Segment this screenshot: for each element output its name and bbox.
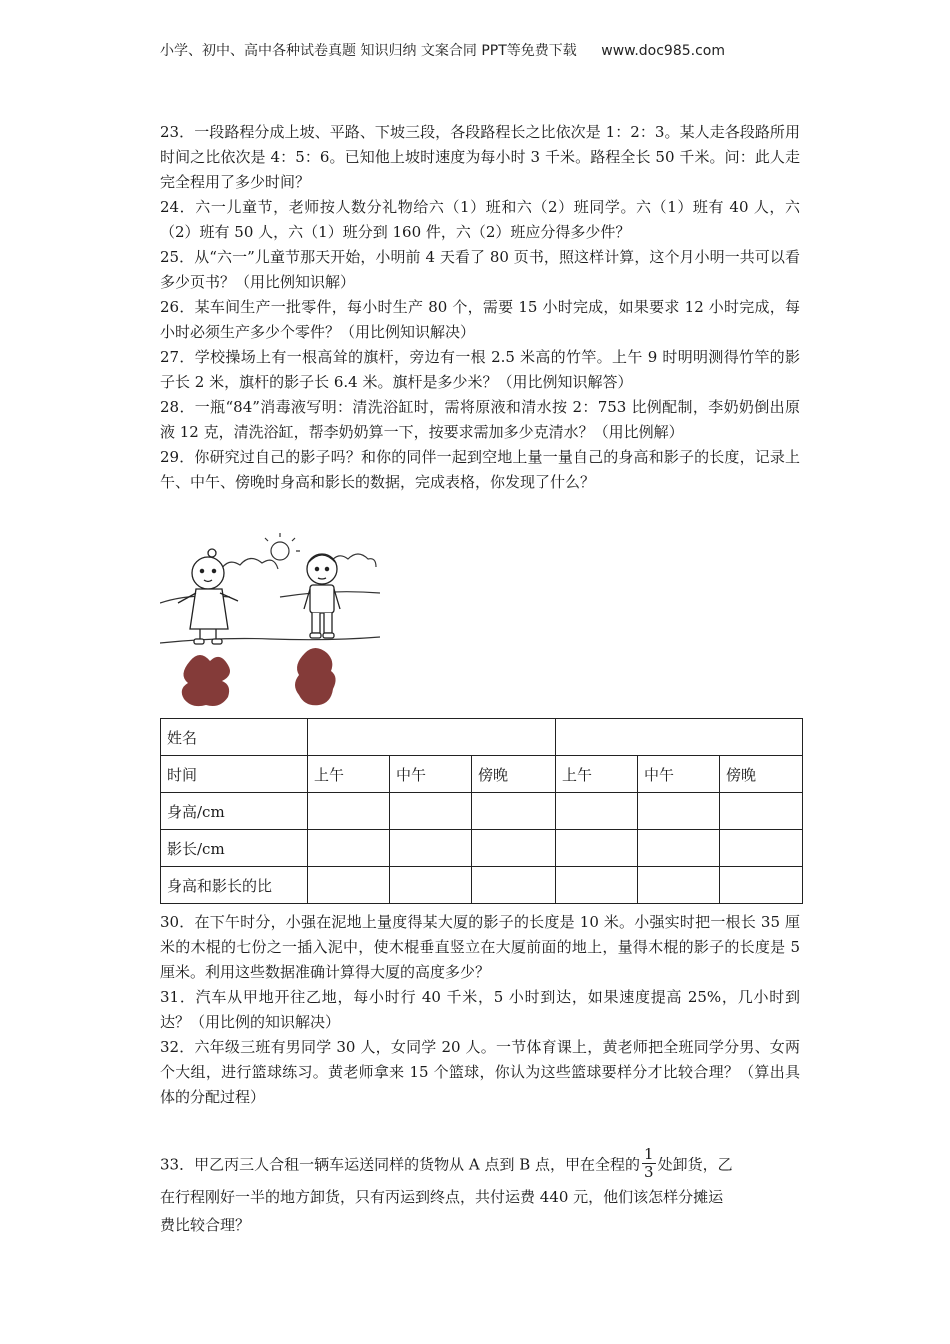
header-text: 小学、初中、高中各种试卷真题 知识归纳 文案合同 PPT等免费下载 <box>160 43 577 59</box>
table-row <box>161 793 803 830</box>
label-ratio: 身高和影长的比 <box>161 867 308 904</box>
question-26: 26．某车间生产一批零件，每小时生产 80 个，需要 15 小时完成，如果要求 12 小时完成，每小时必须生产多少个零件？（用比例知识解决） <box>160 298 800 341</box>
question-32: 32．六年级三班有男同学 30 人，女同学 20 人。一节体育课上，黄老师把全班同学分男、女两个大组，进行篮球练习。黄老师拿来 15 个篮球，你认为这些篮球要样分才比较合理？（算出具体的分配过程） <box>160 1038 800 1106</box>
table-row <box>161 756 803 793</box>
blank-cell <box>638 793 720 830</box>
time-cell: 傍晚 <box>472 756 556 793</box>
girl-shadow <box>182 655 230 706</box>
question-27: 27．学校操场上有一根高耸的旗杆，旁边有一根 2.5 米高的竹竿。上午 9 时明明测得竹竿的影子长 2 米，旗杆的影子长 6.4 米。旗杆是多少米？（用比例知识解答） <box>160 348 800 391</box>
blank-cell <box>638 867 720 904</box>
sun-icon <box>271 542 289 560</box>
question-33-part1: 33．甲乙丙三人合租一辆车运送同样的货物从 A 点到 B 点，甲在全程的 <box>160 1155 641 1174</box>
question-24: 24．六一儿童节，老师按人数分礼物给六（1）班和六（2）班同学。六（1）班有 40 人，六（2）班有 50 人，六（1）班分到 160 件，六（2）班应分得多少件？ <box>160 198 800 241</box>
blank-cell <box>720 867 803 904</box>
blank-cell <box>308 830 390 867</box>
question-33 <box>160 1145 800 1239</box>
fraction-numerator: 1 <box>644 1145 654 1163</box>
table-row <box>161 867 803 904</box>
fraction-denominator: 3 <box>644 1163 654 1181</box>
question-33-line2: 在行程刚好一半的地方卸货，只有丙运到终点，共付运费 440 元，他们该怎样分摊运 <box>160 1188 724 1206</box>
blank-cell <box>720 830 803 867</box>
time-cell: 中午 <box>638 756 720 793</box>
time-cell: 中午 <box>390 756 472 793</box>
name-cell-1 <box>308 719 556 756</box>
time-cell: 上午 <box>308 756 390 793</box>
question-33-part2: 处卸货，乙 <box>657 1155 733 1174</box>
questions-top <box>160 120 800 495</box>
table-row <box>161 830 803 867</box>
blank-cell <box>390 793 472 830</box>
question-33-line3: 费比较合理？ <box>160 1216 251 1234</box>
blank-cell <box>472 830 556 867</box>
page-header <box>160 40 800 60</box>
header-site: www.doc985.com <box>601 43 725 59</box>
blank-cell <box>308 793 390 830</box>
question-31: 31．汽车从甲地开往乙地，每小时行 40 千米，5 小时到达，如果速度提高 25%，几小时到达？（用比例的知识解决） <box>160 988 800 1031</box>
label-name: 姓名 <box>161 719 308 756</box>
blank-cell <box>390 867 472 904</box>
boy-shadow <box>295 648 336 705</box>
question-23: 23．一段路程分成上坡、平路、下坡三段，各段路程长之比依次是 1：2：3。某人走各段路所用时间之比依次是 4：5：6。已知他上坡时速度为每小时 3 千米。路程全长 50 千米。问：此人走完全程用了多少时间？ <box>160 123 800 191</box>
label-shadow: 影长/cm <box>161 830 308 867</box>
label-height: 身高/cm <box>161 793 308 830</box>
table-row <box>161 719 803 756</box>
question-29: 29．你研究过自己的影子吗？和你的同伴一起到空地上量一量自己的身高和影子的长度，记录上午、中午、傍晚时身高和影长的数据，完成表格，你发现了什么？ <box>160 448 800 491</box>
time-cell: 傍晚 <box>720 756 803 793</box>
blank-cell <box>720 793 803 830</box>
fraction-one-third <box>642 1146 656 1181</box>
shadows <box>182 648 336 706</box>
blank-cell <box>556 830 638 867</box>
questions-bottom <box>160 910 800 1110</box>
blank-cell <box>638 830 720 867</box>
question-30: 30．在下午时分，小强在泥地上量度得某大厦的影子的长度是 10 米。小强实时把一根长 35 厘米的木棍的七份之一插入泥中，使木棍垂直竖立在大厦前面的地上，量得木棍的影子的长度是 5 厘米。利用这些数据准确计算得大厦的高度多少？ <box>160 913 800 981</box>
blank-cell <box>472 867 556 904</box>
blank-cell <box>390 830 472 867</box>
time-cell: 上午 <box>556 756 638 793</box>
blank-cell <box>472 793 556 830</box>
children-shadow-illustration <box>160 533 380 713</box>
blank-cell <box>556 867 638 904</box>
question-28: 28．一瓶“84”消毒液写明：清洗浴缸时，需将原液和清水按 2：753 比例配制，李奶奶倒出原液 12 克，清洗浴缸，帮李奶奶算一下，按要求需加多少克清水？（用比例解） <box>160 398 800 441</box>
blank-cell <box>308 867 390 904</box>
blank-cell <box>556 793 638 830</box>
shadow-record-table <box>160 718 803 904</box>
boy-figure <box>304 554 340 638</box>
question-33-line1 <box>160 1145 800 1183</box>
name-cell-2 <box>556 719 803 756</box>
cloud-left <box>220 558 278 571</box>
label-time: 时间 <box>161 756 308 793</box>
question-25: 25．从“六一”儿童节那天开始，小明前 4 天看了 80 页书，照这样计算，这个月小明一共可以看多少页书？（用比例知识解） <box>160 248 800 291</box>
